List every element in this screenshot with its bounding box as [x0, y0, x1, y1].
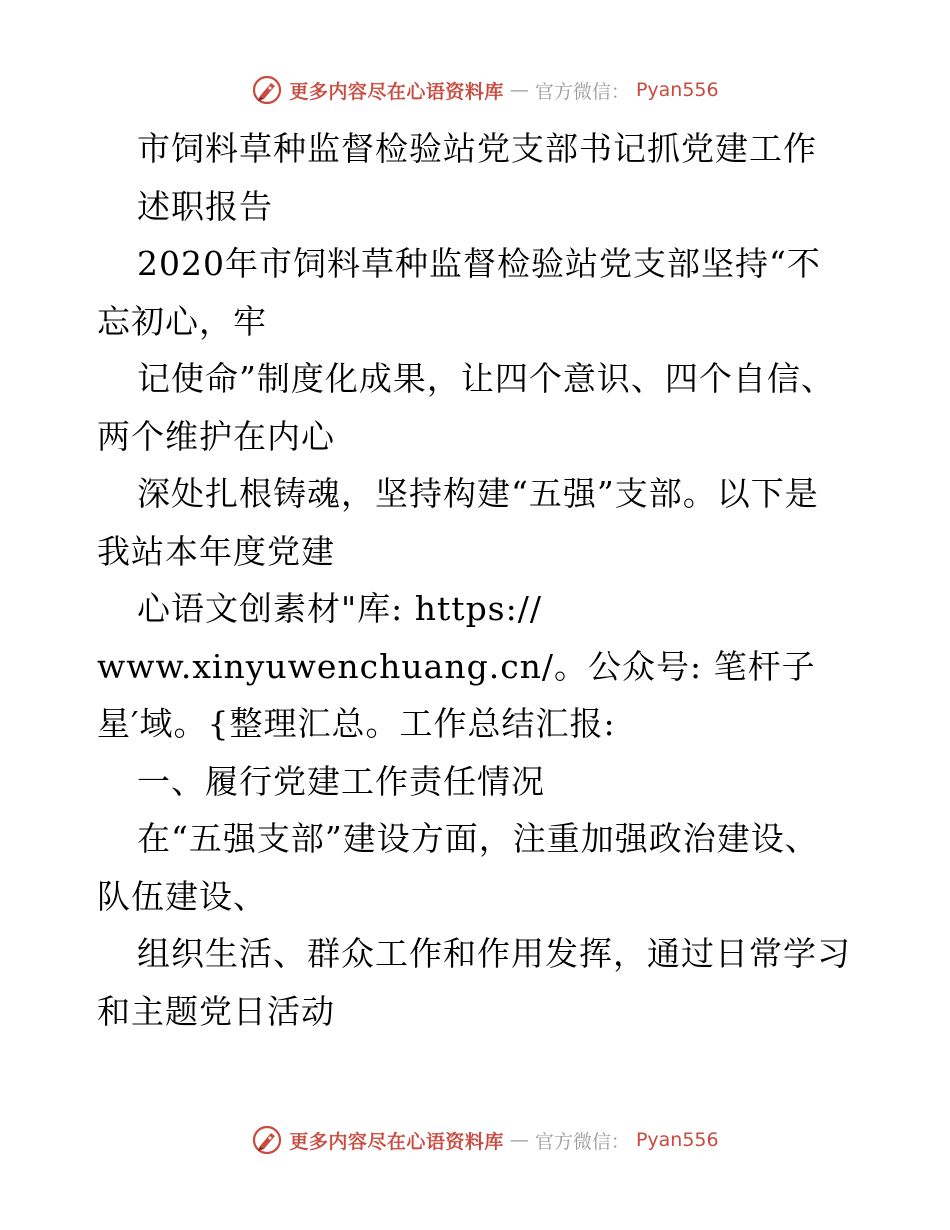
banner-main-text: 更多内容尽在心语资料库 [289, 1130, 504, 1153]
banner-wechat-id: Pyan556 [635, 79, 719, 101]
doc-paragraph-line: 我站本年度党建 [97, 531, 335, 571]
footer-banner [0, 1120, 950, 1160]
banner-sub-text: 官方微信： [534, 80, 630, 103]
doc-paragraph-line: 在“五强支部”建设方面，注重加强政治建设、 [137, 819, 819, 858]
doc-paragraph-line: 忘初心，牢 [97, 301, 267, 341]
banner-wechat-id: Pyan556 [635, 1129, 719, 1151]
doc-paragraph-line: 深处扎根铸魂，坚持构建“五强”支部。以下是 [137, 474, 819, 513]
doc-paragraph-line: 星′域。{整理汇总。工作总结汇报: [97, 704, 616, 743]
doc-section-heading: 一、履行党建工作责任情况 [137, 761, 545, 801]
doc-paragraph-line: 队伍建设、 [97, 876, 267, 916]
header-banner-content [251, 74, 718, 106]
doc-title-line-2: 述职报告 [137, 186, 273, 226]
doc-paragraph-line: 两个维护在内心 [97, 416, 335, 456]
pen-nib-logo-icon [251, 1124, 283, 1156]
banner-dash: — [509, 1129, 529, 1151]
footer-banner-content [251, 1124, 718, 1156]
banner-main-text: 更多内容尽在心语资料库 [289, 80, 504, 103]
doc-title-line-1: 市饲料草种监督检验站党支部书记抓党建工作 [137, 129, 817, 168]
doc-paragraph-line: 记使命”制度化成果，让四个意识、四个自信、 [137, 359, 835, 398]
doc-paragraph-line: www.xinyuwenchuang.cn/。公众号: 笔杆子 [97, 646, 816, 686]
pen-nib-logo-icon [251, 74, 283, 106]
doc-paragraph-line: 心语文创素材"库: https:// [137, 589, 542, 628]
banner-sub-text: 官方微信： [534, 1130, 630, 1153]
banner-dash: — [509, 79, 529, 101]
doc-paragraph-line: 和主题党日活动 [97, 991, 335, 1031]
doc-paragraph-line: 2020年市饲料草种监督检验站党支部坚持“不 [137, 244, 821, 283]
document-body [97, 120, 867, 1040]
doc-paragraph-line: 组织生活、群众工作和作用发挥，通过日常学习 [137, 934, 851, 973]
header-banner [0, 70, 950, 110]
